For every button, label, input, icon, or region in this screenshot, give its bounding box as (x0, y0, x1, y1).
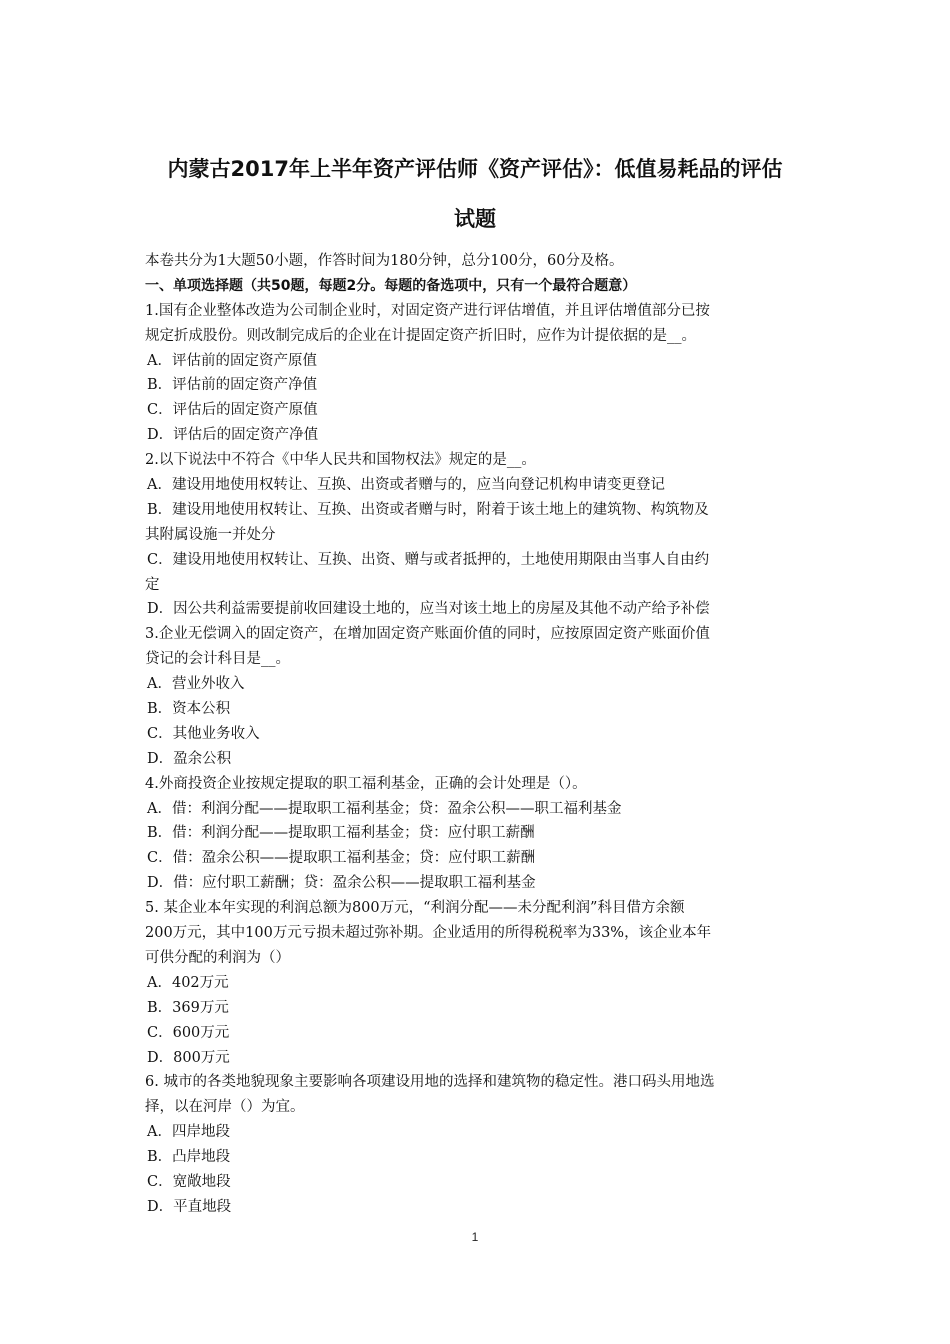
answer-option: D．盈余公积 (147, 750, 232, 767)
document-title-line-2: 试题 (454, 207, 496, 231)
answer-option: A．借：利润分配——提取职工福利基金；贷：盈余公积——职工福利基金 (147, 800, 622, 817)
answer-option: D．平直地段 (147, 1198, 232, 1215)
question-line: 5. 某企业本年实现的利润总额为800万元，“利润分配——未分配利润”科目借方余额 (145, 900, 685, 917)
question-line: 200万元，其中100万元亏损未超过弥补期。企业适用的所得税税率为33%，该企业本年 (145, 925, 712, 942)
document-title-line-1: 内蒙古2017年上半年资产评估师《资产评估》：低值易耗品的评估 (167, 157, 783, 181)
question-line: 2.以下说法中不符合《中华人民共和国物权法》规定的是__。 (145, 452, 536, 469)
answer-option: A．四岸地段 (147, 1124, 230, 1141)
answer-option: A．评估前的固定资产原值 (147, 352, 317, 369)
question-line: 择，以在河岸（）为宜。 (145, 1099, 305, 1116)
question-line: 6. 城市的各类地貌现象主要影响各项建设用地的选择和建筑物的稳定性。港口码头用地选 (145, 1074, 715, 1091)
document-body (145, 249, 805, 1220)
answer-option-continuation: 定 (145, 576, 160, 593)
answer-option: B．凸岸地段 (147, 1149, 231, 1166)
section-heading: 一、单项选择题（共50题，每题2分。每题的备选项中，只有一个最符合题意） (145, 277, 637, 294)
answer-option: B．资本公积 (147, 701, 231, 718)
answer-option: B．369万元 (147, 999, 229, 1016)
answer-option: C．600万元 (147, 1024, 230, 1041)
answer-option: B．评估前的固定资产净值 (147, 377, 318, 394)
answer-option: A．营业外收入 (147, 676, 245, 693)
answer-option: C．宽敞地段 (147, 1173, 231, 1190)
question-line: 可供分配的利润为（） (145, 949, 290, 966)
answer-option: C．其他业务收入 (147, 725, 260, 742)
question-line: 1.国有企业整体改造为公司制企业时，对固定资产进行评估增值，并且评估增值部分已按 (145, 302, 710, 319)
answer-option: C．评估后的固定资产原值 (147, 402, 318, 419)
answer-option: B．借：利润分配——提取职工福利基金；贷：应付职工薪酬 (147, 825, 535, 842)
answer-option: D．借：应付职工薪酬；贷：盈余公积——提取职工福利基金 (147, 875, 536, 892)
question-line: 3.企业无偿调入的固定资产，在增加固定资产账面价值的同时，应按原固定资产账面价值 (145, 626, 710, 643)
question-line: 规定折成股份。则改制完成后的企业在计提固定资产折旧时，应作为计提依据的是__。 (145, 327, 696, 344)
answer-option: D．800万元 (147, 1049, 230, 1066)
page-number: 1 (471, 1230, 479, 1244)
question-line: 贷记的会计科目是__。 (145, 651, 290, 668)
answer-option-continuation: 其附属设施一并处分 (145, 526, 276, 543)
question-line: 4.外商投资企业按规定提取的职工福利基金，正确的会计处理是（）。 (145, 775, 587, 792)
answer-option: C．建设用地使用权转让、互换、出资、赠与或者抵押的，土地使用期限由当事人自由约 (147, 551, 710, 568)
answer-option: A．402万元 (147, 974, 229, 991)
answer-option: B．建设用地使用权转让、互换、出资或者赠与时，附着于该土地上的建筑物、构筑物及 (147, 501, 709, 518)
answer-option: D．评估后的固定资产净值 (147, 427, 319, 444)
answer-option: D．因公共利益需要提前收回建设土地的，应当对该土地上的房屋及其他不动产给予补偿 (147, 601, 710, 618)
answer-option: C．借：盈余公积——提取职工福利基金；贷：应付职工薪酬 (147, 850, 536, 867)
exam-intro: 本卷共分为1大题50小题，作答时间为180分钟，总分100分，60分及格。 (145, 253, 624, 269)
answer-option: A．建设用地使用权转让、互换、出资或者赠与的，应当向登记机构申请变更登记 (147, 477, 665, 494)
